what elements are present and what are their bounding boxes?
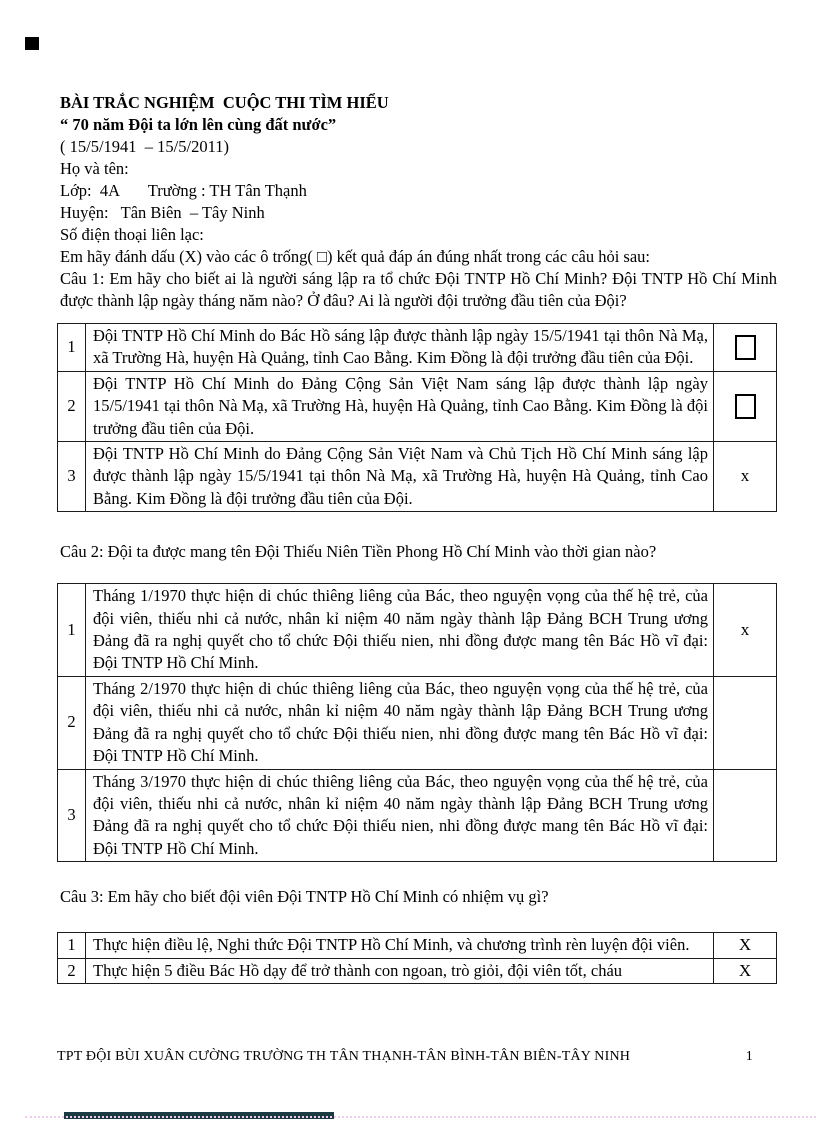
question-3-text: Câu 3: Em hãy cho biết đội viên Đội TNTP Hồ Chí Minh có nhiệm vụ gì? — [60, 887, 549, 907]
option-text: Đội TNTP Hồ Chí Minh do Bác Hồ sáng lập được thành lập ngày 15/5/1941 tại thôn Nà Mạ, xã Trường Hà, huyện Hà Quảng, tỉnh Cao Bằng. Kim Đồng là đội trưởng đầu tiên của Đội. — [86, 324, 714, 372]
option-number: 1 — [58, 584, 86, 677]
page-bottom-dotted-line — [25, 1116, 816, 1118]
option-number: 2 — [58, 371, 86, 441]
field-district: Huyện: Tân Biên – Tây Ninh — [60, 203, 265, 222]
instruction-text: Em hãy đánh dấu (X) vào các ô trống( □) kết quả đáp án đúng nhất trong các câu hỏi sau: — [60, 247, 651, 266]
doc-subtitle: “ 70 năm Đội ta lớn lên cùng đất nước” — [60, 115, 337, 134]
option-text: Tháng 2/1970 thực hiện di chúc thiêng liêng của Bác, theo nguyện vọng của thế hệ trẻ, của đội viên, thiếu nhi cả nước, nhân kỉ niệm 40 năm ngày thành lập Đảng BCH Trung ương Đảng đã ra nghị quyết cho tổ chức Đội thiếu nien, nhi đồng được mang tên Bác Hồ vĩ đại: Đội TNTP Hồ Chí Minh. — [86, 676, 714, 769]
question-3-table — [57, 932, 777, 984]
option-number: 2 — [58, 676, 86, 769]
answer-row — [58, 958, 777, 983]
answer-row — [58, 442, 777, 512]
answer-row — [58, 324, 777, 372]
answer-row — [58, 584, 777, 677]
answer-row — [58, 676, 777, 769]
footer-text: TPT ĐỘI BÙI XUÂN CƯỜNG TRƯỜNG TH TÂN THẠNH-TÂN BÌNH-TÂN BIÊN-TÂY NINH — [57, 1049, 631, 1064]
doc-date-range: ( 15/5/1941 – 15/5/2011) — [60, 137, 229, 156]
option-text: Thực hiện điều lệ, Nghi thức Đội TNTP Hồ Chí Minh, và chương trình rèn luyện đội viên. — [86, 933, 714, 958]
answer-mark-cell[interactable] — [714, 371, 777, 441]
answer-mark-cell[interactable] — [714, 769, 777, 862]
answer-mark-cell[interactable]: x — [714, 442, 777, 512]
field-name: Họ và tên: — [60, 159, 129, 178]
empty-checkbox[interactable] — [735, 335, 756, 360]
answer-row — [58, 769, 777, 862]
option-text: Đội TNTP Hồ Chí Minh do Đảng Cộng Sản Việt Nam và Chủ Tịch Hồ Chí Minh sáng lập được thành lập ngày 15/5/1941 tại thôn Nà Mạ, xã Trường Hà, huyện Hà Quảng, tỉnh Cao Bằng. Kim Đồng là đội trưởng đầu tiên của Đội. — [86, 442, 714, 512]
scan-artifact-square — [25, 37, 39, 50]
document-content — [57, 92, 777, 984]
question-1-text: Câu 1: Em hãy cho biết ai là người sáng lập ra tổ chức Đội TNTP Hồ Chí Minh? Đội TNTP Hồ Chí Minh được thành lập ngày tháng năm nào? Ở đâu? Ai là người đội trưởng đầu tiên của Đội? — [60, 269, 777, 310]
option-number: 1 — [58, 324, 86, 372]
doc-title: BÀI TRẮC NGHIỆM CUỘC THI TÌM HIỂU — [60, 93, 389, 112]
option-text: Tháng 3/1970 thực hiện di chúc thiêng liêng của Bác, theo nguyện vọng của thế hệ trẻ, của đội viên, thiếu nhi cả nước, nhân kỉ niệm 40 năm ngày thành lập Đảng BCH Trung ương Đảng đã ra nghị quyết cho tổ chức Đội thiếu nien, nhi đồng được mang tên Bác Hồ vĩ đại: Đội TNTP Hồ Chí Minh. — [86, 769, 714, 862]
option-number: 2 — [58, 958, 86, 983]
page-number: 1 — [745, 1049, 753, 1064]
answer-mark-cell[interactable]: X — [714, 958, 777, 983]
answer-mark-cell[interactable]: X — [714, 933, 777, 958]
answer-mark-cell[interactable] — [714, 324, 777, 372]
answer-mark-cell[interactable]: x — [714, 584, 777, 677]
answer-row — [58, 371, 777, 441]
empty-checkbox[interactable] — [735, 394, 756, 419]
page-footer — [57, 1049, 777, 1065]
option-number: 1 — [58, 933, 86, 958]
question-1-table — [57, 323, 777, 512]
option-number: 3 — [58, 442, 86, 512]
answer-row — [58, 933, 777, 958]
field-phone: Số điện thoại liên lạc: — [60, 225, 204, 244]
option-text: Tháng 1/1970 thực hiện di chúc thiêng liêng của Bác, theo nguyện vọng của thế hệ trẻ, của đội viên, thiếu nhi cả nước, nhân kỉ niệm 40 năm ngày thành lập Đảng BCH Trung ương Đảng đã ra nghị quyết cho tổ chức Đội thiếu nien, nhi đồng được mang tên Bác Hồ vĩ đại: Đội TNTP Hồ Chí Minh. — [86, 584, 714, 677]
answer-mark-cell[interactable] — [714, 676, 777, 769]
option-number: 3 — [58, 769, 86, 862]
option-text: Đội TNTP Hồ Chí Minh do Đảng Cộng Sản Việt Nam sáng lập được thành lập ngày 15/5/1941 tại thôn Nà Mạ, xã Trường Hà, huyện Hà Quảng, tỉnh Cao Bằng. Kim Đồng là đội trưởng đầu tiên của Đội. — [86, 371, 714, 441]
question-2-table — [57, 583, 777, 862]
option-text: Thực hiện 5 điều Bác Hồ dạy để trở thành con ngoan, trò giỏi, đội viên tốt, cháu — [86, 958, 714, 983]
question-2-text: Câu 2: Đội ta được mang tên Đội Thiếu Niên Tiền Phong Hồ Chí Minh vào thời gian nào? — [60, 542, 657, 562]
field-class-school: Lớp: 4A Trường : TH Tân Thạnh — [60, 181, 307, 200]
